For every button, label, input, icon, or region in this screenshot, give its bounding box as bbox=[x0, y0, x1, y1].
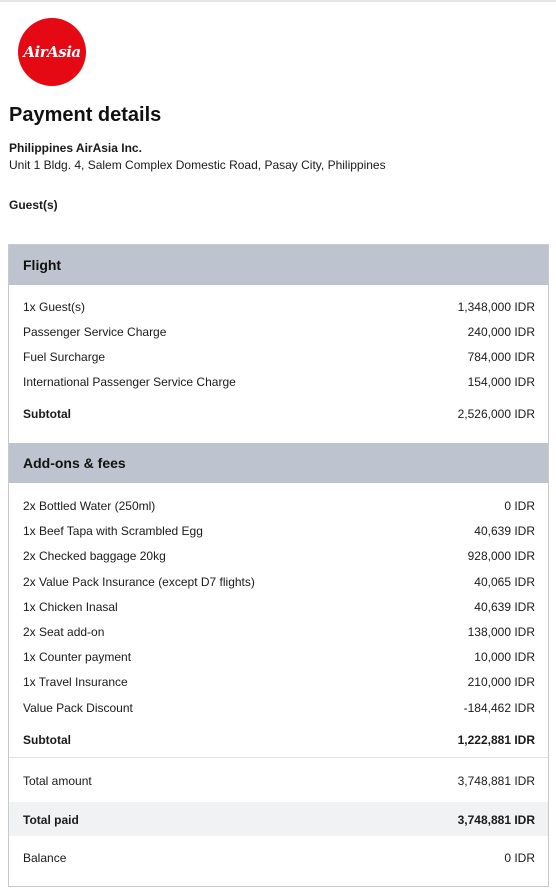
item-amount: 240,000 IDR bbox=[467, 325, 535, 339]
item-label: 1x Beef Tapa with Scrambled Egg bbox=[23, 524, 203, 538]
company-address: Unit 1 Bldg. 4, Salem Complex Domestic Road, Pasay City, Philippines bbox=[9, 158, 386, 172]
item-amount: 138,000 IDR bbox=[467, 625, 535, 639]
item-amount: 1,348,000 IDR bbox=[457, 300, 535, 314]
item-label: 2x Checked baggage 20kg bbox=[23, 549, 166, 563]
addon-line-item bbox=[23, 701, 535, 715]
total-amount-value: 3,748,881 IDR bbox=[457, 774, 535, 788]
top-border bbox=[0, 0, 556, 2]
item-label: 1x Chicken Inasal bbox=[23, 600, 118, 614]
item-label: Value Pack Discount bbox=[23, 701, 133, 715]
item-label: 2x Value Pack Insurance (except D7 flights) bbox=[23, 575, 255, 589]
flight-line-item bbox=[23, 325, 535, 339]
subtotal-amount: 2,526,000 IDR bbox=[457, 407, 535, 421]
item-amount: 40,639 IDR bbox=[474, 600, 535, 614]
addon-line-item bbox=[23, 625, 535, 639]
payment-card bbox=[8, 244, 549, 887]
item-amount: 784,000 IDR bbox=[467, 350, 535, 364]
subtotal-label: Subtotal bbox=[23, 407, 71, 421]
item-amount: 154,000 IDR bbox=[467, 375, 535, 389]
flight-line-item bbox=[23, 375, 535, 389]
page-title: Payment details bbox=[9, 104, 162, 126]
item-amount: 210,000 IDR bbox=[467, 675, 535, 689]
total-paid-row bbox=[23, 813, 535, 827]
item-amount: 0 IDR bbox=[504, 499, 535, 513]
item-label: 2x Seat add-on bbox=[23, 625, 105, 639]
flight-heading: Flight bbox=[23, 257, 62, 273]
item-label: Passenger Service Charge bbox=[23, 325, 167, 339]
flight-subtotal-row bbox=[23, 407, 535, 421]
balance-row bbox=[23, 851, 535, 865]
item-label: 2x Bottled Water (250ml) bbox=[23, 499, 156, 513]
flight-line-item bbox=[23, 350, 535, 364]
subtotal-amount: 1,222,881 IDR bbox=[457, 733, 535, 747]
divider bbox=[9, 757, 548, 758]
total-amount-label: Total amount bbox=[23, 774, 92, 788]
total-paid-value: 3,748,881 IDR bbox=[457, 813, 535, 827]
item-amount: 40,065 IDR bbox=[474, 575, 535, 589]
addon-line-item bbox=[23, 600, 535, 614]
flight-line-item bbox=[23, 300, 535, 314]
item-label: 1x Counter payment bbox=[23, 650, 132, 664]
total-paid-label: Total paid bbox=[23, 813, 79, 827]
total-amount-row bbox=[23, 774, 535, 788]
company-name: Philippines AirAsia Inc. bbox=[9, 141, 142, 155]
addon-line-item bbox=[23, 524, 535, 538]
addon-line-item bbox=[23, 549, 535, 563]
logo-text: AirAsia bbox=[23, 43, 81, 61]
addon-line-item bbox=[23, 499, 535, 513]
subtotal-label: Subtotal bbox=[23, 733, 71, 747]
item-label: International Passenger Service Charge bbox=[23, 375, 236, 389]
item-label: Fuel Surcharge bbox=[23, 350, 106, 364]
addon-line-item bbox=[23, 650, 535, 664]
addon-line-item bbox=[23, 675, 535, 689]
balance-label: Balance bbox=[23, 851, 67, 865]
flight-section-header bbox=[9, 245, 548, 285]
addons-heading: Add-ons & fees bbox=[23, 455, 126, 471]
item-amount: 10,000 IDR bbox=[474, 650, 535, 664]
item-label: 1x Guest(s) bbox=[23, 300, 86, 314]
item-label: 1x Travel Insurance bbox=[23, 675, 128, 689]
guests-label: Guest(s) bbox=[9, 198, 58, 212]
balance-value: 0 IDR bbox=[504, 851, 535, 865]
addon-line-item bbox=[23, 575, 535, 589]
addons-section-header bbox=[9, 443, 548, 483]
addons-subtotal-row bbox=[23, 733, 535, 747]
item-amount: -184,462 IDR bbox=[463, 701, 535, 715]
item-amount: 40,639 IDR bbox=[474, 524, 535, 538]
item-amount: 928,000 IDR bbox=[467, 549, 535, 563]
airasia-logo bbox=[18, 18, 86, 86]
